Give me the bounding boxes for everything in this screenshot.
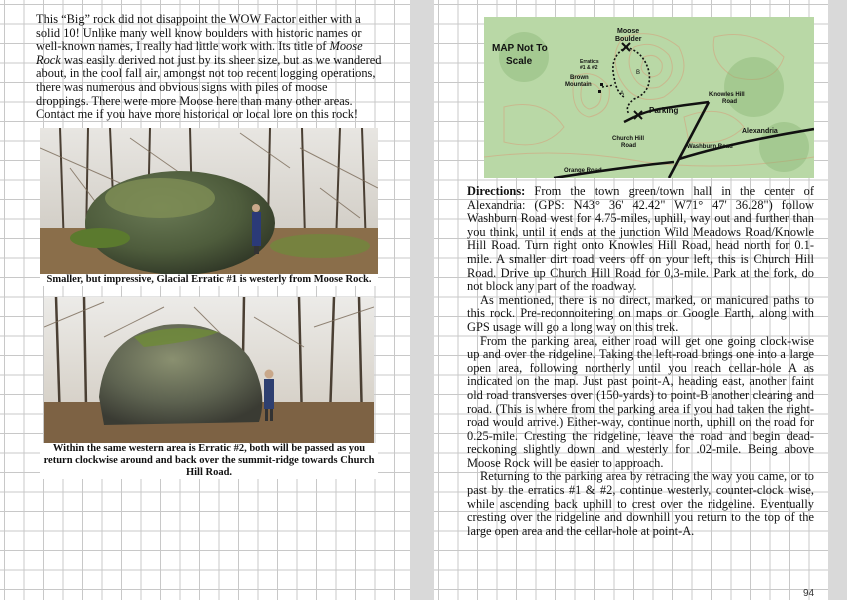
page-gap — [410, 0, 434, 600]
svg-text:Alexandria: Alexandria — [742, 128, 778, 135]
svg-text:Mountain: Mountain — [565, 82, 592, 88]
paragraph-4: Returning to the parking area by retracing the way you came, or to past by the erratics #1 & #2, continue westerly, counter-clock wise, while ascending back uphill to crest over the ridgeline. Eventually cresting over the ridgeline and downhill you return to the top of the large open area and the cellar-hole at point-A. — [467, 469, 814, 538]
map-title-1: MAP Not To — [492, 43, 548, 54]
paragraph-3: From the parking area, either road will get one going clock-wise up and over the ridgeline. Taking the left-road brings one into a large open area, following northerly until you reach cellar-hole A as indicated on the map. Just past point-A, heading east, another faint old road transverses over (150-yards) to point-B another clearing and road. (This is where from the parking area if you had taken the right-road would arrive.) Either-way, continue north, uphill on the road for 0.25-mile. Cresting the ridgeline, leave the road and begin dead-reckoning slightly down and westerly for .02-mile. Being above Moose Rock will be easier to approach. — [467, 333, 814, 470]
moose-rock-title: Moose Rock — [36, 39, 363, 67]
svg-text:Orange Road: Orange Road — [564, 168, 602, 174]
intro-paragraph: This “Big” rock did not disappoint the WOW Factor either with a solid 10! Unlike many well know boulders with historic names or well-known names, I really had little work with. Its title of Moose Rock was easily derived not just by its sheer size, but as we wandered about, in the cool fall air, amongst not too recent logging operations, there was numerous and obvious signs with piles of moose droppings. There were more Moose here than many other areas. Contact me if you have more historical or local lore on this rock! — [36, 12, 382, 122]
svg-text:Moose: Moose — [617, 28, 640, 35]
svg-text:Knowles Hill: Knowles Hill — [709, 92, 745, 98]
svg-text:#1 & #2: #1 & #2 — [580, 65, 598, 71]
directions-label: Directions: — [467, 184, 526, 198]
svg-text:Church Hill: Church Hill — [612, 136, 645, 142]
trail-map — [484, 17, 814, 178]
svg-text:Road: Road — [722, 99, 737, 105]
svg-text:Washburn Road: Washburn Road — [687, 144, 733, 150]
map-title-2: Scale — [506, 56, 533, 67]
right-margin — [828, 0, 847, 600]
erratic-2-photo — [44, 297, 374, 443]
svg-text:Brown: Brown — [570, 75, 589, 81]
page-number: 94 — [803, 588, 815, 599]
svg-text:B: B — [636, 70, 641, 76]
directions-text — [467, 185, 814, 538]
erratic-1-caption: Smaller, but impressive, Glacial Erratic #1 is westerly from Moose Rock. — [40, 274, 378, 286]
svg-text:Boulder: Boulder — [615, 36, 642, 43]
paragraph-2: As mentioned, there is no direct, marked, or manicured paths to this rock. Pre-reconnoitering on maps or Google Earth, along with GPS usage will go a long way on this trek. — [467, 292, 814, 334]
svg-text:Erratics: Erratics — [580, 59, 599, 65]
svg-text:Parking: Parking — [649, 106, 679, 115]
erratic-1-photo — [40, 128, 378, 274]
directions-paragraph: Directions: From the town green/town hall in the center of Alexandria: (GPS: N43° 36' 42.42" W71° 47' 36.28") follow Washburn Road west for 4.75-miles, uphill, way out and further than you think, until it ends at the junction Wild Meadows Road/Knowle Hill Road. Turn right onto Knowles Hill Road, head north for 0.1-mile. A smaller dirt road veers off on your left, this is Church Hill Road. Drive up Church Hill Road for 0,3-mile. Park at the fork, do not block any part of the roadway. — [467, 184, 814, 294]
svg-text:Road: Road — [621, 143, 636, 149]
erratic-2-caption: Within the same western area is Erratic #2, both will be passed as you return clockwise around and back over the summit-ridge towards Church Hill Road. — [40, 443, 378, 479]
svg-text:A: A — [620, 91, 625, 97]
